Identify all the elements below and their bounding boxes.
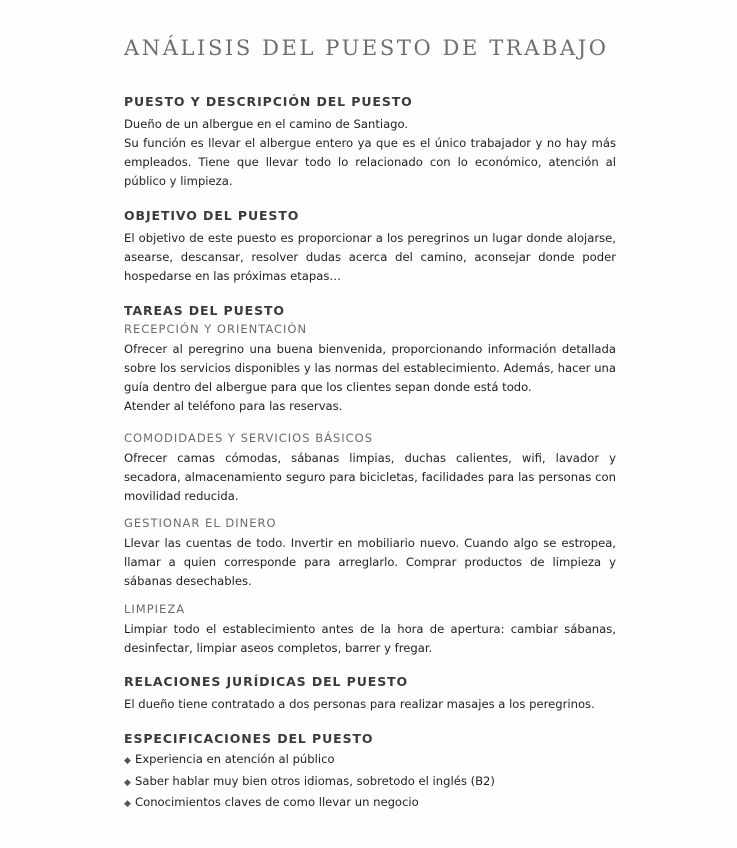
paragraph: Llevar las cuentas de todo. Invertir en mobiliario nuevo. Cuando algo se estropea, llamar a quien corresponde para arreglarlo. Comprar productos de limpieza y sábanas desechables.: [124, 536, 616, 588]
bullet-list: [124, 750, 616, 815]
subsection-limpieza: [124, 601, 616, 658]
paragraph: Atender al teléfono para las reservas.: [124, 399, 343, 413]
diamond-bullet-icon: ◆: [124, 777, 131, 788]
paragraph: Ofrecer al peregrino una buena bienvenida, proporcionando información detallada sobre los servicios disponibles y las normas del establecimiento. Además, hacer una guía dentro del albergue para que los clientes sepan donde está todo.: [124, 342, 616, 394]
section-relaciones: [124, 674, 616, 714]
section-objetivo: [124, 208, 616, 286]
section-heading: OBJETIVO DEL PUESTO: [124, 208, 300, 223]
subsection-heading: RECEPCIÓN Y ORIENTACIÓN: [124, 322, 308, 336]
paragraph: Limpiar todo el establecimiento antes de la hora de apertura: cambiar sábanas, desinfectar, limpiar aseos completos, barrer y fregar.: [124, 622, 616, 655]
paragraph: El objetivo de este puesto es proporcionar a los peregrinos un lugar donde alojarse, asearse, descansar, resolver dudas acerca del camino, aconsejar donde poder hospedarse en las próximas etapas…: [124, 231, 616, 283]
subsection-dinero: [124, 515, 616, 591]
subsection-recepcion: [124, 321, 616, 416]
section-tareas: [124, 303, 616, 416]
list-item: [124, 793, 616, 815]
paragraph: El dueño tiene contratado a dos personas para realizar masajes a los peregrinos.: [124, 697, 595, 711]
list-item-text: Saber hablar muy bien otros idiomas, sobretodo el inglés (B2): [135, 773, 495, 788]
section-heading: RELACIONES JURÍDICAS DEL PUESTO: [124, 674, 409, 689]
paragraph: Su función es llevar el albergue entero ya que es el único trabajador y no hay más empleados. Tiene que llevar todo lo relacionado con lo económico, atención al público y limpieza.: [124, 136, 616, 188]
section-especificaciones: [124, 731, 616, 815]
list-item: [124, 750, 616, 772]
diamond-bullet-icon: ◆: [124, 756, 131, 766]
section-descripcion: [124, 94, 616, 191]
diamond-bullet-icon: ◆: [124, 799, 131, 809]
section-heading: PUESTO Y DESCRIPCIÓN DEL PUESTO: [124, 94, 413, 109]
paragraph: Dueño de un albergue en el camino de Santiago.: [124, 117, 409, 131]
subsection-heading: COMODIDADES Y SERVICIOS BÁSICOS: [124, 431, 374, 445]
subsection-comodidades: [124, 430, 616, 506]
subsection-heading: LIMPIEZA: [124, 602, 186, 616]
section-heading: ESPECIFICACIONES DEL PUESTO: [124, 731, 374, 746]
section-heading: TAREAS DEL PUESTO: [124, 303, 285, 318]
list-item-text: Experiencia en atención al público: [135, 752, 335, 766]
page-title: ANÁLISIS DEL PUESTO DE TRABAJO: [124, 36, 609, 60]
list-item: [124, 772, 616, 794]
subsection-heading: GESTIONAR EL DINERO: [124, 516, 277, 530]
paragraph: Ofrecer camas cómodas, sábanas limpias, duchas calientes, wifi, lavador y secadora, almacenamiento seguro para bicicletas, facilidades para las personas con movilidad reducida.: [124, 451, 616, 503]
list-item-text: Conocimientos claves de como llevar un negocio: [135, 795, 419, 809]
